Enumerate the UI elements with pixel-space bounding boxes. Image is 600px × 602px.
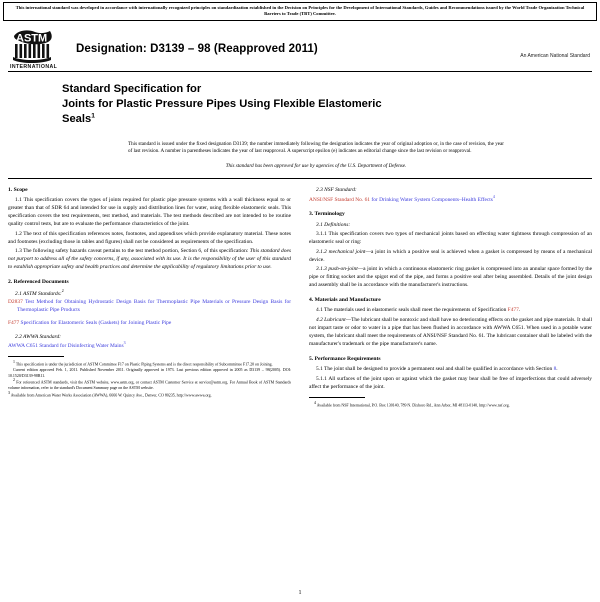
footnote-4: 4 Available from NSF International, P.O. Box 130140, 789 N. Dixboro Rd., Ann Arbor, MI 48113-0140, http://www.nsf.org. — [314, 400, 510, 408]
left-footnotes — [8, 356, 291, 398]
paragraph-3-1-2: 3.1.2 mechanical joint—a joint in which a positive seal is achieved when a gasket is compressed by means of a mechanical device. — [309, 248, 592, 263]
left-column — [8, 186, 300, 408]
section-heading-terminology: 3. Terminology — [309, 211, 345, 218]
astm-standards-label: 2.1 ASTM Standards:$^2$ — [15, 288, 64, 297]
title-line-2: Joints for Plastic Pressure Pipes Using Flexible Elastomeric — [62, 98, 382, 111]
nsf-standard-label: 2.3 NSF Standard: — [316, 187, 357, 193]
svg-text:ASTM: ASTM — [16, 32, 48, 45]
section-heading-performance: 5. Performance Requirements — [309, 355, 381, 362]
title-line-1: Standard Specification for — [62, 83, 202, 96]
paragraph-4-1: 4.1 The materials used in elastomeric seals shall meet the requirements of Specification F477. — [316, 307, 521, 314]
ref-title-awwa-c651: Standard for Disinfecting Water Mains — [39, 343, 124, 350]
footnote-rule-right — [309, 397, 365, 398]
abstract-block — [128, 141, 504, 156]
paragraph-4-2: 4.2 Lubricant—The lubricant shall be nontoxic and shall have no deteriorating effects on the gasket and pipe materials. It shall not impart taste or odor to water in a pipe that has been flushed in accordance with AWWA C651. When used in a potable water system, the lubricant shall meet the requirements of ANSI/NSF Standard No. 61. The lubricant container shall be labeled with the manufacturer's trademark or the pipe manufacturer's name. — [309, 316, 593, 347]
section-heading-referenced-documents: 2. Referenced Documents — [8, 279, 69, 286]
paragraph-3-1-3: 3.1.3 push-on-joint—a joint in which a continuous elastomeric ring gasket is compressed into an annular space formed by the pipe or fitting socket and the spigot end of the pipe, and forms a positive seal after being assembled. Details of the joint design and assembly shall be in accordance with the manufacturer's instructions. — [309, 266, 592, 289]
page-title — [62, 82, 592, 126]
astm-logo-icon — [8, 28, 70, 70]
link-section-8[interactable]: 8 — [553, 366, 557, 373]
ref-title-nsf-61: for Drinking Water System Components–Health Effects — [371, 196, 493, 203]
awwa-standard-label: 2.2 AWWA Standard: — [15, 333, 61, 340]
horizontal-rule — [8, 178, 592, 179]
designation-label: Designation: D3139 – 98 (Reapproved 2011) — [76, 43, 318, 56]
paragraph-5-1: 5.1 The joint shall be designed to provide a permanent seal and shall be qualified in accordance with Section 8. — [316, 366, 558, 373]
ref-title-f477: Specification for Elastomeric Seals (Gaskets) for Joining Plastic Pipe — [20, 320, 172, 327]
reference-nsf-61[interactable]: ANSI/NSF Standard No. 61 for Drinking Water System Components–Health Effects$^4$ — [309, 194, 495, 203]
footnote-2: 2 For referenced ASTM standards, visit the ASTM website, www.astm.org, or contact ASTM Customer Service at service@astm.org. For Annual Book of ASTM Standards volume information, refer to the standard's Document Summary page on the ASTM website. — [8, 378, 292, 391]
abstract-paragraph-1: This standard is issued under the fixed designation D3139; the number immediately following the designation indicates the year of original adoption or, in the case of revision, the year of last revision. A number in parentheses indicates the year of last reapproval. A superscript epsilon (e) indicates an editorial change since the last revision or reapproval. — [128, 140, 504, 155]
footnote-1b: Current edition approved Feb. 1, 2011. Published November 2011. Originally approved in 1973. Last previous edition approved in 2005 as D3139 – 98(2005). DOI: 10.1520/D3139-98R11. — [8, 367, 291, 378]
footnote-1: 1 This specification is under the jurisdiction of ASTM Committee F17 on Plastic Piping Systems and is the direct responsibility of Subcommittee F17.20 on Joining. — [13, 360, 273, 367]
reference-d2837[interactable] — [8, 298, 291, 314]
svg-text:INTERNATIONAL: INTERNATIONAL — [10, 64, 58, 71]
reference-awwa-c651[interactable]: AWWA C651 Standard for Disinfecting Water Mains$^3$ — [8, 341, 126, 350]
ansi-note: An American National Standard — [520, 53, 590, 60]
astm-standard-page — [0, 2, 600, 602]
right-footnotes — [309, 397, 592, 408]
footnote-rule — [8, 356, 64, 357]
ref-title-d2837: Test Method for Obtaining Hydrostatic Design Basis for Thermoplastic Pipe Materials or Pressure Design Basis for Thermoplastic Pipe Products — [17, 298, 292, 313]
body-columns — [8, 186, 592, 408]
paragraph-3-1-1: 3.1.1 This specification covers two types of mechanical joints based on effecting water tightness through compression of an elastomeric seal or ring: — [309, 231, 592, 246]
paragraph-1-2: 1.2 The text of this specification references notes, footnotes, and appendixes which provide explanatory material. These notes and footnotes (excluding those in tables and figures) shall not be considered as requirements of the specification. — [8, 230, 291, 245]
paragraph-1-3: 1.3 The following safety hazards caveat pertains to the test method portion, Section 6, of this specification: This standard does not purport to address all of the safety concerns, if any, associated with its use. It is the responsibility of the user of this standard to establish appropriate safety and health practices and determine the applicability of regulatory limitations prior to use. — [8, 248, 291, 271]
ref-id-nsf-61: ANSI/NSF Standard No. 61 — [309, 196, 371, 203]
tbt-banner: This international standard was developed in accordance with internationally recognized principles on standardization established in the Decision on Principles for the Development of International Standards, Guides and Recommendations issued by the World Trade Organization Technical Barriers to Trade (TBT) Committee. — [3, 2, 597, 21]
page-number: 1 — [298, 590, 302, 596]
title-footnote-marker: 1 — [91, 112, 95, 120]
link-f477[interactable]: F477 — [507, 307, 519, 314]
definitions-label: 3.1 Definitions: — [316, 221, 351, 228]
right-column — [300, 186, 592, 408]
section-heading-scope: 1. Scope — [8, 187, 28, 193]
title-line-3: Seals$^1$ — [62, 112, 95, 125]
footnote-3: 3 Available from American Water Works Association (AWWA), 6666 W. Quincy Ave., Denver, CO 80235, http://www.awwa.org. — [8, 390, 212, 398]
ref-id-d2837: D2837 — [8, 298, 23, 305]
reference-f477[interactable] — [8, 319, 291, 327]
paragraph-1-1: 1.1 This specification covers the types of joints required for plastic pipe pressure systems with a wall thickness equal to or greater than that of SDR 64 and intended for use in supply and distribution lines for water, using flexible elastomeric seals. This specification covers the test requirements, test method, and materials. The test methods described are not intended to be routine quality control tests, but are to evaluate the performance characteristics of the joint. — [8, 197, 291, 228]
ref-id-awwa-c651: AWWA C651 — [8, 343, 38, 350]
ref-id-f477: F477 — [8, 320, 20, 327]
dod-note: This standard has been approved for use by agencies of the U.S. Department of Defense. — [225, 163, 407, 169]
section-heading-materials: 4. Materials and Manufacture — [309, 297, 381, 304]
masthead — [8, 27, 592, 72]
paragraph-5-1-1: 5.1.1 All surfaces of the joint upon or against which the gasket may bear shall be free of imperfections that could adversely affect the performance of the joint. — [309, 375, 592, 390]
